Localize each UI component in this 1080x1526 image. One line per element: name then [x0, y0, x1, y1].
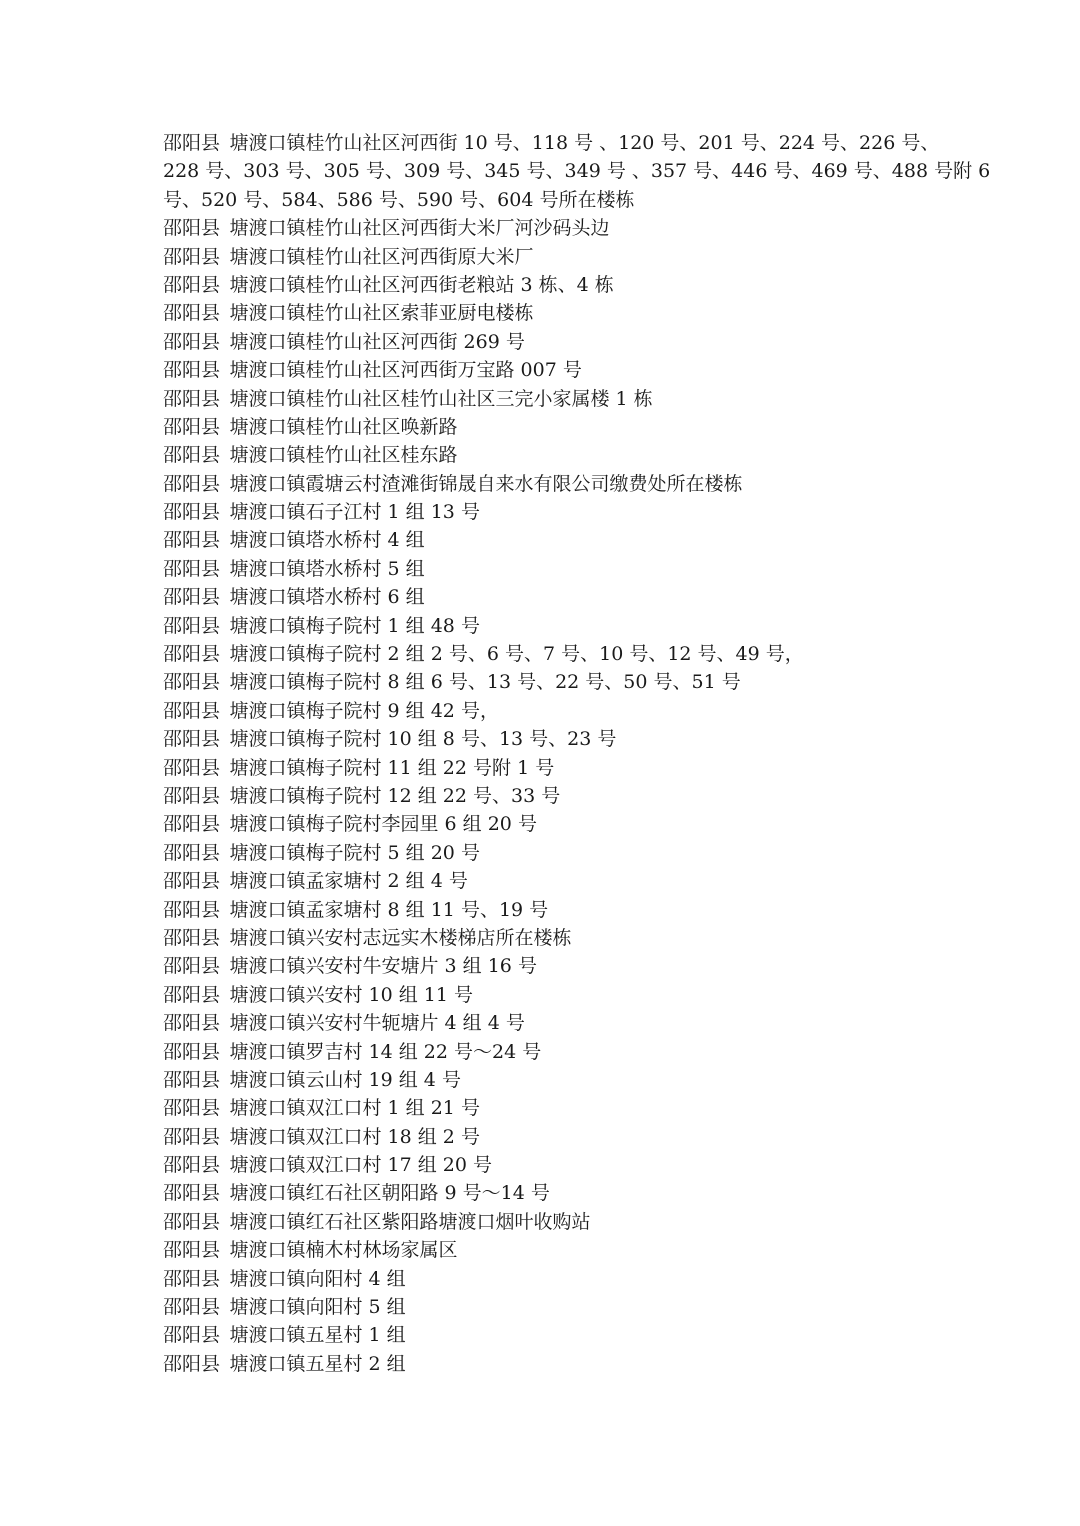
list-item: [163, 214, 933, 242]
county-name: 邵阳县: [163, 671, 221, 694]
county-name: 邵阳县: [163, 132, 221, 154]
address-text: 塘渡口镇梅子院村 5 组 20 号: [229, 841, 480, 864]
list-item: [163, 725, 933, 753]
county-name: 邵阳县: [163, 1012, 221, 1035]
address-text: 塘渡口镇桂竹山社区河西街 10 号、118 号 、120 号、201 号、224 号、226 号、: [229, 132, 940, 154]
county-name: 邵阳县: [163, 217, 221, 240]
list-item: [163, 129, 940, 157]
address-text: 塘渡口镇桂竹山社区河西街 269 号: [229, 330, 525, 353]
list-item: [163, 441, 933, 469]
address-text: 塘渡口镇桂竹山社区河西街大米厂河沙码头边: [229, 217, 610, 240]
list-item: [163, 697, 933, 725]
list-item: [163, 470, 933, 498]
address-text: 塘渡口镇梅子院村 10 组 8 号、13 号、23 号: [229, 728, 617, 751]
list-item: [163, 271, 933, 299]
address-text: 塘渡口镇塔水桥村 6 组: [229, 586, 425, 609]
address-text: 塘渡口镇梅子院村 8 组 6 号、13 号、22 号、50 号、51 号: [229, 671, 741, 694]
entries-container: [163, 214, 933, 1378]
list-item-continuation: [163, 186, 933, 214]
list-item: [163, 1236, 933, 1264]
county-name: 邵阳县: [163, 699, 221, 722]
county-name: 邵阳县: [163, 444, 221, 467]
county-name: 邵阳县: [163, 387, 221, 410]
county-name: 邵阳县: [163, 1296, 221, 1319]
address-text: 塘渡口镇梅子院村 11 组 22 号附 1 号: [229, 756, 555, 779]
address-list: [163, 129, 991, 1378]
address-text: 塘渡口镇桂竹山社区唤新路: [229, 415, 458, 438]
county-name: 邵阳县: [163, 813, 221, 836]
list-item: [163, 640, 933, 668]
list-item: [163, 498, 933, 526]
address-text: 塘渡口镇梅子院村 1 组 48 号: [229, 614, 480, 637]
county-name: 邵阳县: [163, 330, 221, 353]
list-item: [163, 782, 933, 810]
list-item: [163, 1321, 933, 1349]
address-text: 塘渡口镇塔水桥村 5 组: [229, 557, 425, 580]
county-name: 邵阳县: [163, 1068, 221, 1091]
list-item-continuation: [163, 157, 991, 185]
list-item: [163, 867, 933, 895]
address-text: 塘渡口镇梅子院村 9 组 42 号，: [229, 699, 499, 722]
county-name: 邵阳县: [163, 1267, 221, 1290]
address-text: 塘渡口镇兴安村 10 组 11 号: [229, 983, 474, 1006]
county-name: 邵阳县: [163, 1324, 221, 1347]
county-name: 邵阳县: [163, 1210, 221, 1233]
address-text: 塘渡口镇双江口村 17 组 20 号: [229, 1154, 493, 1177]
list-item: [163, 839, 933, 867]
county-name: 邵阳县: [163, 359, 221, 382]
address-text: 塘渡口镇五星村 1 组: [229, 1324, 406, 1347]
county-name: 邵阳县: [163, 1040, 221, 1063]
list-item: [163, 668, 933, 696]
county-name: 邵阳县: [163, 1125, 221, 1148]
address-text: 塘渡口镇红石社区朝阳路 9 号～14 号: [229, 1182, 550, 1205]
county-name: 邵阳县: [163, 614, 221, 637]
list-item: [163, 328, 933, 356]
list-item: [163, 1151, 933, 1179]
address-text: 塘渡口镇桂竹山社区河西街原大米厂: [229, 245, 534, 268]
list-item: [163, 754, 933, 782]
county-name: 邵阳县: [163, 643, 221, 666]
county-name: 邵阳县: [163, 1154, 221, 1177]
list-item: [163, 243, 933, 271]
list-item: [163, 1179, 933, 1207]
county-name: 邵阳县: [163, 501, 221, 524]
list-item: [163, 385, 933, 413]
address-text: 塘渡口镇塔水桥村 4 组: [229, 529, 425, 552]
address-text: 塘渡口镇孟家塘村 8 组 11 号、19 号: [229, 898, 549, 921]
list-item: [163, 1066, 933, 1094]
list-item: [163, 1265, 933, 1293]
list-item: [163, 1094, 933, 1122]
county-name: 邵阳县: [163, 728, 221, 751]
list-item: [163, 1038, 933, 1066]
address-text: 塘渡口镇红石社区紫阳路塘渡口烟叶收购站: [229, 1210, 591, 1233]
list-item: [163, 1009, 933, 1037]
list-item: [163, 612, 933, 640]
list-item: [163, 526, 933, 554]
address-text: 228 号、303 号、305 号、309 号、345 号、349 号 、357 号、446 号、469 号、488 号附 6: [163, 160, 991, 183]
list-item: [163, 981, 933, 1009]
county-name: 邵阳县: [163, 245, 221, 268]
county-name: 邵阳县: [163, 756, 221, 779]
address-text: 塘渡口镇罗吉村 14 组 22 号～24 号: [229, 1040, 542, 1063]
address-text: 塘渡口镇梅子院村 2 组 2 号、6 号、7 号、10 号、12 号、49 号，: [229, 643, 804, 666]
address-text: 塘渡口镇桂竹山社区河西街万宝路 007 号: [229, 359, 582, 382]
county-name: 邵阳县: [163, 1182, 221, 1205]
address-text: 塘渡口镇楠木村林场家属区: [229, 1239, 458, 1262]
county-name: 邵阳县: [163, 586, 221, 609]
address-text: 塘渡口镇桂竹山社区河西街老粮站 3 栋、4 栋: [229, 273, 614, 296]
address-text: 塘渡口镇兴安村牛轭塘片 4 组 4 号: [229, 1012, 525, 1035]
address-text: 塘渡口镇兴安村志远实木楼梯店所在楼栋: [229, 926, 572, 949]
list-item: [163, 413, 933, 441]
list-item: [163, 1123, 933, 1151]
address-text: 塘渡口镇兴安村牛安塘片 3 组 16 号: [229, 955, 537, 978]
county-name: 邵阳县: [163, 415, 221, 438]
address-text: 塘渡口镇双江口村 18 组 2 号: [229, 1125, 480, 1148]
county-name: 邵阳县: [163, 1352, 221, 1375]
county-name: 邵阳县: [163, 841, 221, 864]
list-item: [163, 583, 933, 611]
address-text: 塘渡口镇向阳村 5 组: [229, 1296, 406, 1319]
county-name: 邵阳县: [163, 529, 221, 552]
list-item: [163, 1208, 933, 1236]
address-text: 塘渡口镇孟家塘村 2 组 4 号: [229, 870, 468, 893]
address-text: 塘渡口镇向阳村 4 组: [229, 1267, 406, 1290]
county-name: 邵阳县: [163, 926, 221, 949]
address-text: 塘渡口镇云山村 19 组 4 号: [229, 1068, 461, 1091]
address-text: 号、520 号、584、586 号、590 号、604 号所在楼栋: [163, 188, 635, 211]
list-item: [163, 810, 933, 838]
county-name: 邵阳县: [163, 302, 221, 325]
address-text: 塘渡口镇桂竹山社区索菲亚厨电楼栋: [229, 302, 534, 325]
address-text: 塘渡口镇双江口村 1 组 21 号: [229, 1097, 480, 1120]
county-name: 邵阳县: [163, 870, 221, 893]
list-item: [163, 299, 933, 327]
list-item: [163, 924, 933, 952]
list-item: [163, 356, 933, 384]
county-name: 邵阳县: [163, 557, 221, 580]
list-item: [163, 1350, 933, 1378]
county-name: 邵阳县: [163, 898, 221, 921]
county-name: 邵阳县: [163, 1097, 221, 1120]
county-name: 邵阳县: [163, 983, 221, 1006]
county-name: 邵阳县: [163, 472, 221, 495]
address-text: 塘渡口镇桂竹山社区桂竹山社区三完小家属楼 1 栋: [229, 387, 653, 410]
county-name: 邵阳县: [163, 1239, 221, 1262]
address-text: 塘渡口镇梅子院村 12 组 22 号、33 号: [229, 784, 561, 807]
address-text: 塘渡口镇五星村 2 组: [229, 1352, 406, 1375]
list-item: [163, 555, 933, 583]
address-text: 塘渡口镇桂竹山社区桂东路: [229, 444, 458, 467]
list-item: [163, 952, 933, 980]
list-item: [163, 1293, 933, 1321]
county-name: 邵阳县: [163, 273, 221, 296]
county-name: 邵阳县: [163, 955, 221, 978]
county-name: 邵阳县: [163, 784, 221, 807]
address-text: 塘渡口镇石子江村 1 组 13 号: [229, 501, 480, 524]
list-item: [163, 896, 933, 924]
address-text: 塘渡口镇霞塘云村渣滩街锦晟自来水有限公司缴费处所在楼栋: [229, 472, 743, 495]
address-text: 塘渡口镇梅子院村李园里 6 组 20 号: [229, 813, 537, 836]
